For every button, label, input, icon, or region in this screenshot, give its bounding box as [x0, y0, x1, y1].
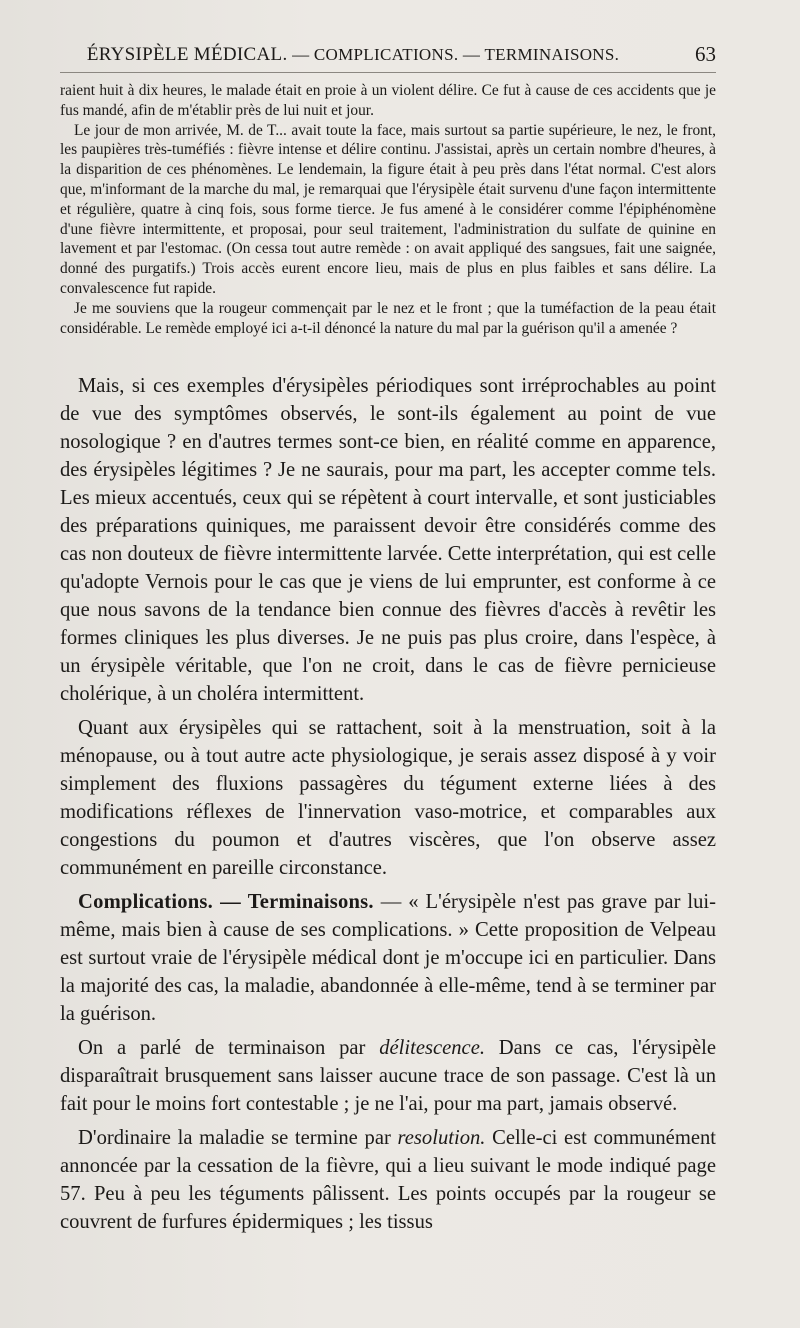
- note-paragraph-3: Je me souviens que la rougeur commençait par le nez et le front ; que la tuméfaction de la peau était considérable. Le remède employé ici a-t-il dénoncé la nature du mal par la guérison qu'il a amenée ?: [60, 299, 716, 337]
- body-paragraph-1: Mais, si ces exemples d'érysipèles périodiques sont irréprochables au point de vue des symptômes observés, le sont-ils également au point de vue nosologique ? en d'autres termes sont-ce bien, en réalité comme en apparence, des érysipèles légitimes ? Je ne saurais, pour ma part, les accepter comme tels. Les mieux accentués, ceux qui se répètent à court intervalle, et sont justiciables des préparations quiniques, me paraissent devoir être considérés comme des cas non douteux de fièvre intermittente larvée. Cette interprétation, qui est celle qu'adopte Vernois pour le cas que je viens de lui emprunter, est conforme à ce que nous savons de la tendance bien connue des fièvres d'accès à revêtir les formes cliniques les plus diverses. Je ne puis pas plus croire, dans l'espèce, à un érysipèle véritable, que l'on ne croit, dans le cas de fièvre pernicieuse cholérique, à un choléra intermittent.: [60, 375, 716, 706]
- p5-text-b: Celle-ci est communément annoncée par la cessation de la fièvre, qui a lieu suivant le mode indiqué page 57. Peu à peu les téguments pâlissent. Les points occupés par la rougeur se couvrent de furfures épidermiques ; les tissus: [60, 1127, 716, 1234]
- running-header: [60, 40, 716, 73]
- body-paragraph-5: [60, 1124, 716, 1236]
- running-title: [60, 44, 646, 66]
- note-paragraph-1: raient huit à dix heures, le malade était en proie à un violent délire. Ce fut à cause de ces accidents que je fus mandé, afin de m'établir près de lui nuit et jour.: [60, 82, 716, 119]
- p5-text-a: D'ordinaire la maladie se termine par: [78, 1127, 398, 1150]
- p4-emphasis: délitescence.: [379, 1037, 485, 1060]
- body-paragraph-4: [60, 1034, 716, 1118]
- section-text: — « L'érysipèle n'est pas grave par lui-même, mais bien à cause de ses complications. » Cette proposition de Velpeau est surtout vraie de l'érysipèle médical dont je m'occupe ici en particulier. Dans la majorité des cas, la maladie, abandonnée à elle-même, tend à se terminer par la guérison.: [60, 891, 716, 1026]
- page-number: 63: [695, 42, 716, 66]
- section-heading: Complications. — Terminaisons.: [78, 891, 374, 914]
- p4-text-b: Dans ce cas, l'érysipèle disparaîtrait brusquement sans laisser aucune trace de son passage. C'est là un fait pour le moins fort contestable ; je ne l'ai, pour ma part, jamais observé.: [60, 1037, 716, 1116]
- p5-emphasis: resolution.: [397, 1127, 486, 1150]
- body-paragraph-3: [60, 888, 716, 1028]
- main-text: [60, 372, 716, 1236]
- running-title-main: ÉRYSIPÈLE MÉDICAL.: [86, 44, 288, 65]
- p4-text-a: On a parlé de terminaison par: [78, 1037, 380, 1060]
- body-paragraph-2: Quant aux érysipèles qui se rattachent, soit à la menstruation, soit à la ménopause, ou à tout autre acte physiologique, je serais assez disposé à y voir simplement des fluxions passagères du tégument externe liées à des modifications réflexes de l'innervation vaso-motrice, et comparables aux congestions du poumon et d'autres viscères, que l'on observe assez communément en pareille circonstance.: [60, 717, 716, 880]
- footnote-quote-block: [60, 81, 716, 338]
- running-title-sub: — COMPLICATIONS. — TERMINAISONS.: [292, 45, 620, 64]
- note-paragraph-2: Le jour de mon arrivée, M. de T... avait toute la face, mais surtout sa partie supérieure, le nez, le front, les paupières très-tuméfiés : fièvre intense et délire continu. J'assistai, après un certain nombre d'heures, à la disparition de ces phénomènes. Le lendemain, la figure était à peu près dans l'état normal. C'est alors que, m'informant de la marche du mal, je remarquai que l'érysipèle était survenu d'une façon intermittente et régulière, quatre à cinq fois, sous forme tierce. Je fus amené à le considérer comme l'épiphénomène d'une fièvre intermittente, et proposai, pour seul traitement, l'administration du sulfate de quinine en lavement et par l'estomac. (On cessa tout autre remède : on avait appliqué des sangsues, fait une saignée, donné des purgatifs.) Trois accès eurent encore lieu, mais de plus en plus faibles et sans délire. La convalescence fut rapide.: [60, 121, 716, 297]
